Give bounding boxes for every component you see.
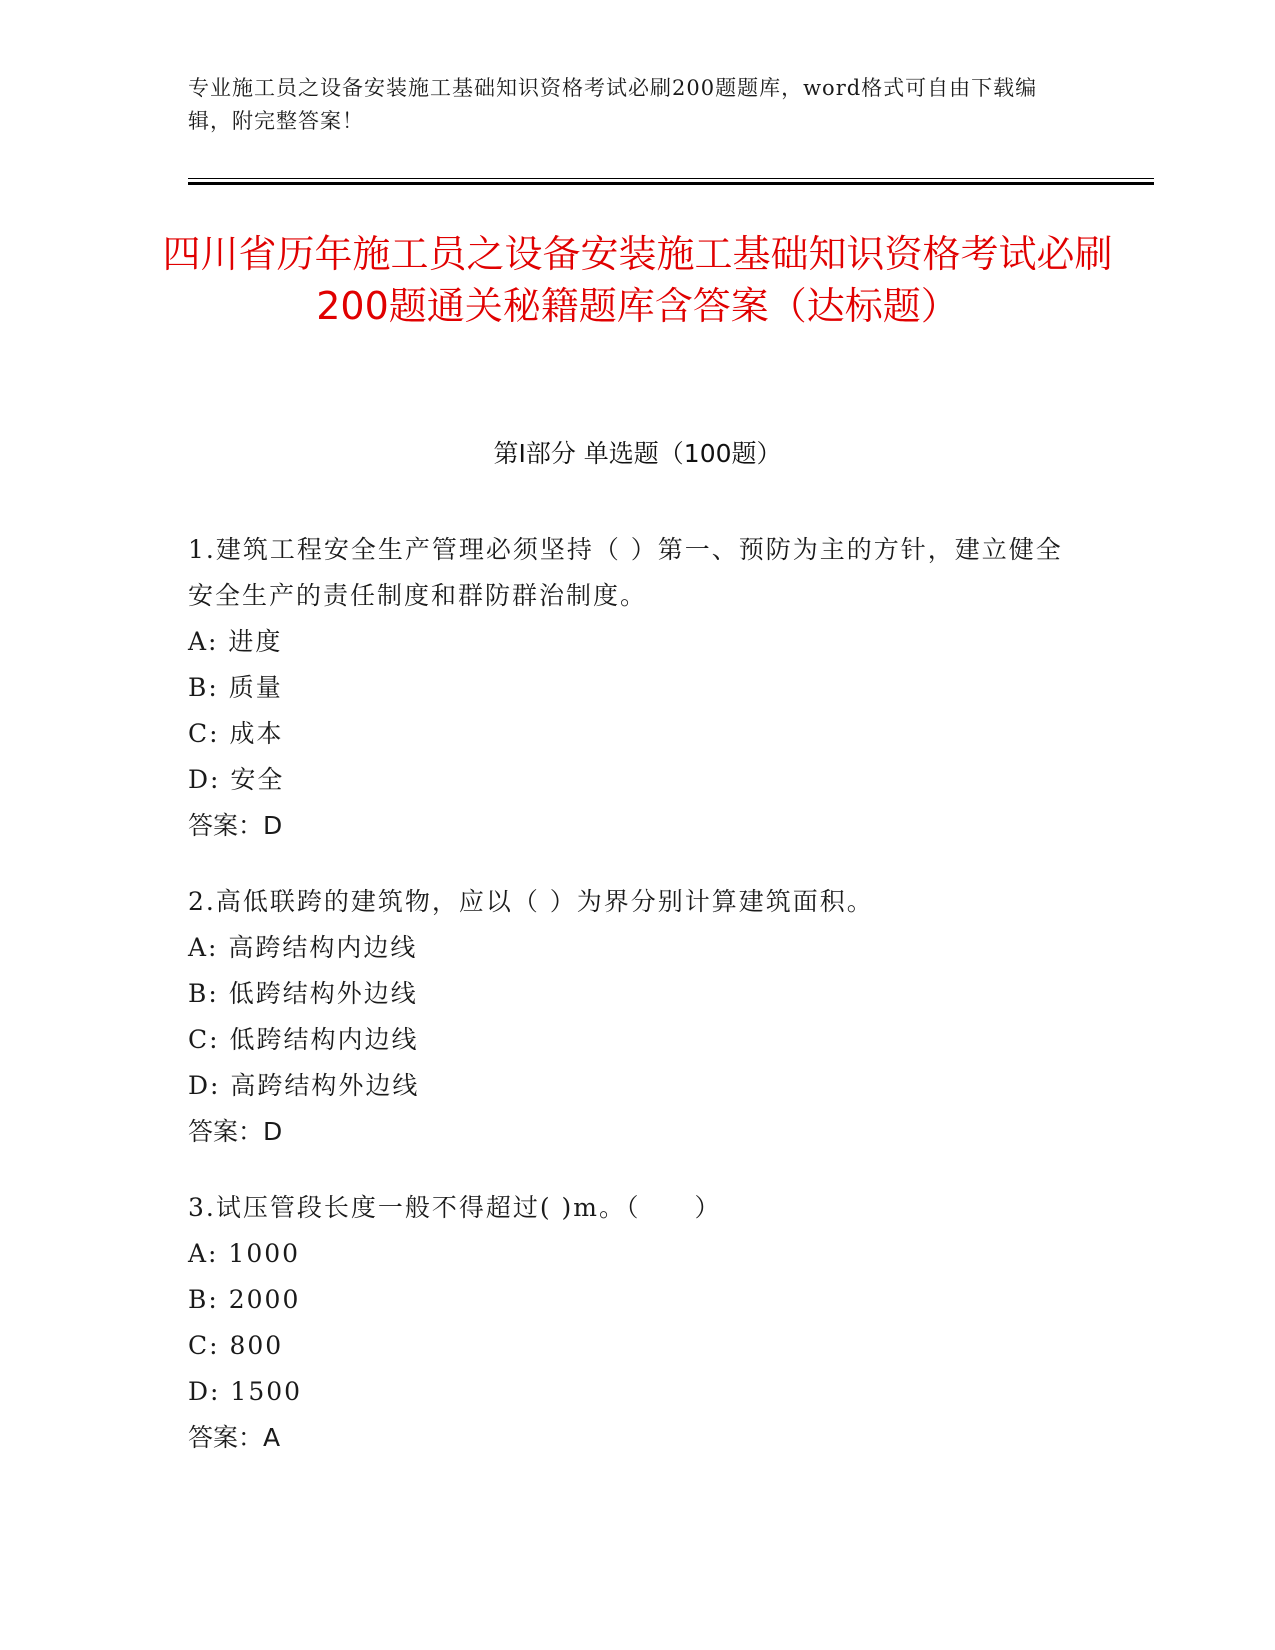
question-stem: 2.高低联跨的建筑物，应以（ ）为界分别计算建筑面积。: [188, 887, 874, 916]
option-b: B: 质量: [188, 673, 283, 702]
header-note: 专业施工员之设备安装施工基础知识资格考试必刷200题题库，word格式可自由下载编辑，附完整答案！: [188, 76, 1038, 133]
option-a: A: 1000: [188, 1239, 301, 1268]
option-a: A: 高跨结构内边线: [188, 933, 418, 962]
option-a: A: 进度: [188, 627, 283, 656]
question-1: [188, 527, 1088, 849]
answer: 答案：A: [188, 1423, 281, 1452]
question-3: [188, 1185, 1088, 1461]
answer: 答案：D: [188, 1117, 283, 1146]
question-stem: 3.试压管段长度一般不得超过( )m。（ ）: [188, 1193, 722, 1222]
option-b: B: 低跨结构外边线: [188, 979, 418, 1008]
option-c: C: 800: [188, 1331, 284, 1360]
question-stem: 1.建筑工程安全生产管理必须坚持（ ）第一、预防为主的方针，建立健全安全生产的责任制度和群防群治制度。: [188, 535, 1063, 610]
question-2: [188, 879, 1088, 1155]
option-d: D: 安全: [188, 765, 285, 794]
option-d: D: 1500: [188, 1377, 303, 1406]
option-c: C: 低跨结构内边线: [188, 1025, 419, 1054]
option-b: B: 2000: [188, 1285, 301, 1314]
header-divider-thick: [188, 182, 1154, 185]
option-c: C: 成本: [188, 719, 284, 748]
section-title: 第I部分 单选题（100题）: [493, 439, 782, 468]
header-divider-thin: [188, 178, 1154, 179]
question-list: [188, 527, 1088, 1491]
option-d: D: 高跨结构外边线: [188, 1071, 420, 1100]
document-title: 四川省历年施工员之设备安装施工基础知识资格考试必刷200题通关秘籍题库含答案（达标题）: [162, 232, 1113, 328]
answer: 答案：D: [188, 811, 283, 840]
